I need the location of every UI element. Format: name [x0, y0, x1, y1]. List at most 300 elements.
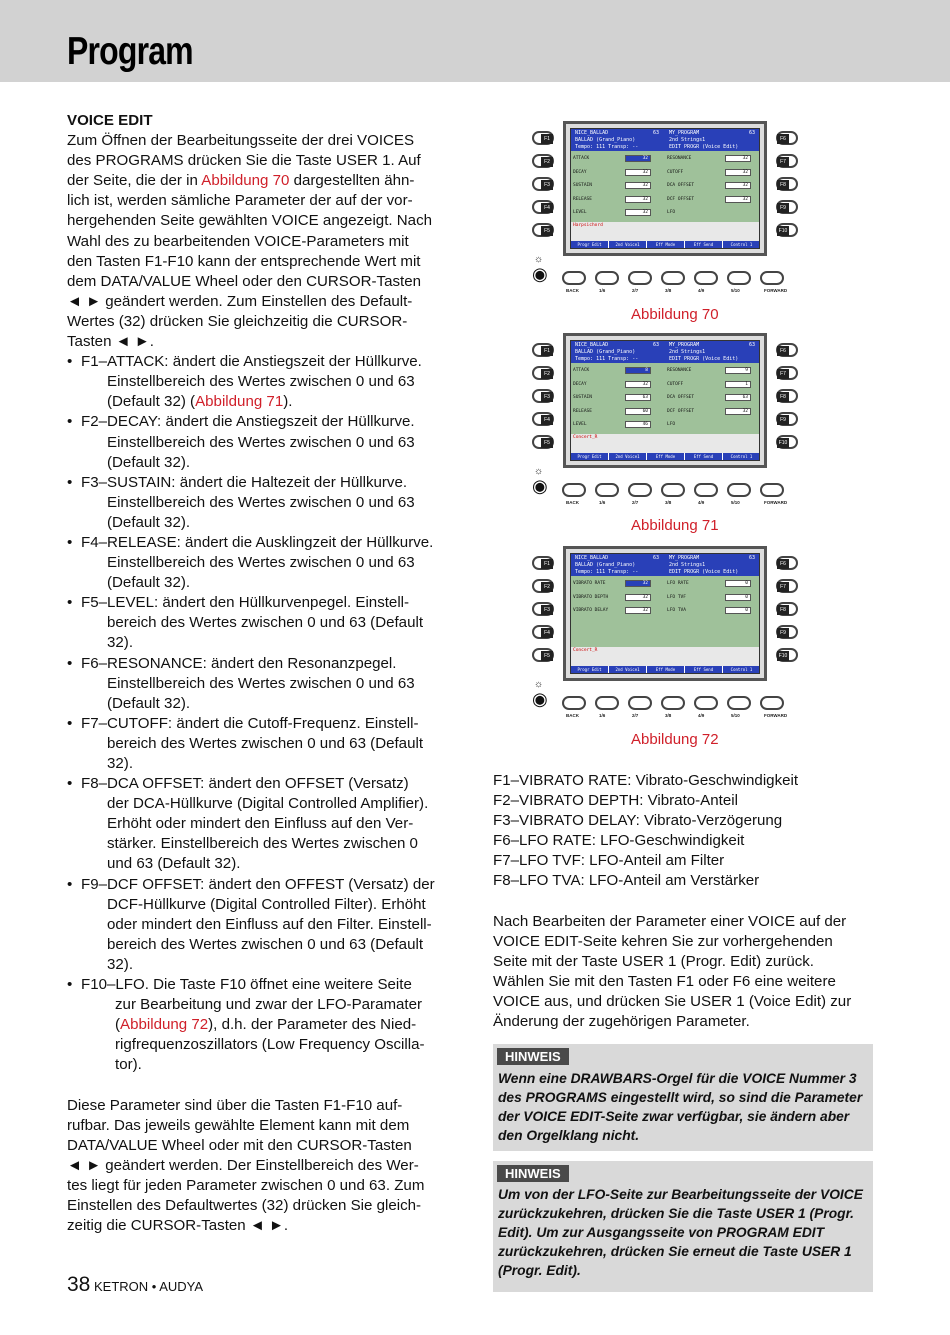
- lcd-tabs: [571, 241, 759, 248]
- lcd-param-value: 32: [625, 594, 651, 601]
- outro-line: ◄ ► geändert werden. Der Einstellbereich des Wer-: [67, 1156, 419, 1174]
- function-button-f1[interactable]: [532, 131, 554, 145]
- function-key-label: F10: [778, 440, 788, 446]
- outro-line: rufbar. Das jeweils gewählte Element kann mit dem: [67, 1116, 410, 1134]
- sun-icon: ☼: [534, 254, 544, 265]
- sun-icon: ☼: [534, 679, 544, 690]
- outro-line: zeitig die CURSOR-Tasten ◄ ►.: [67, 1217, 289, 1235]
- bullet-f3: • F3–SUSTAIN: ändert die Haltezeit der Hüllkurve. Einstellbereich des Wertes zwischen 0 und 63 (Default 32).: [67, 473, 415, 531]
- lcd-param-value: 0: [725, 594, 751, 601]
- page-footer: [67, 1273, 203, 1297]
- right-column: [493, 771, 878, 1032]
- lcd-footer: [571, 222, 759, 248]
- row-button-1-6[interactable]: [595, 483, 619, 497]
- row-button-label: 2/7: [632, 500, 639, 505]
- row-button-label: 4/9: [698, 288, 705, 293]
- note-tag: HINWEIS: [497, 1048, 569, 1065]
- figure-ref-72[interactable]: Abbildung 72: [120, 1016, 209, 1034]
- lcd-param-label: ATTACK: [573, 156, 590, 161]
- row-button-2-7[interactable]: [628, 696, 652, 710]
- lcd-param-value: 32: [625, 209, 651, 216]
- lcd-title-right-num: 63: [749, 130, 756, 136]
- lcd-header: [571, 554, 759, 576]
- display-bezel: [563, 121, 767, 256]
- lcd-param-row: [667, 155, 759, 163]
- function-button-f10[interactable]: [776, 648, 798, 662]
- knob-icon[interactable]: ◉: [532, 689, 548, 709]
- function-key-label: F5: [541, 226, 553, 236]
- sun-icon: ☼: [534, 466, 544, 477]
- lcd-param-value: 0: [725, 607, 751, 614]
- lcd-param-label: LFO: [667, 422, 676, 427]
- figure-ref-70[interactable]: Abbildung 70: [201, 172, 290, 190]
- function-key-label: F9: [777, 628, 789, 638]
- row-button-forward[interactable]: [760, 271, 784, 285]
- row-button-label: 3/8: [665, 500, 672, 505]
- function-button-f10[interactable]: [776, 435, 798, 449]
- row-button-label: 2/7: [632, 713, 639, 718]
- lcd-param-row: [667, 594, 759, 602]
- row-button-forward[interactable]: [760, 696, 784, 710]
- lcd-param-value: 32: [625, 196, 651, 203]
- function-button-f4[interactable]: [532, 200, 554, 214]
- lcd-tempo: Tempo: 111 Transp: --: [575, 356, 639, 362]
- lcd-tabs: [571, 453, 759, 460]
- row-button-2-7[interactable]: [628, 271, 652, 285]
- knob-icon[interactable]: ◉: [532, 264, 548, 284]
- lcd-tab[interactable]: Eff Send: [685, 666, 723, 673]
- intro-line: der Seite, die der in Abbildung 70 dargestellten ähn-: [67, 172, 415, 190]
- lcd-param-row: [667, 182, 759, 190]
- function-button-f6[interactable]: [776, 343, 798, 357]
- lcd-param-value: 1: [725, 381, 751, 388]
- lcd-param-row: [667, 394, 759, 402]
- row-button-5-10[interactable]: [727, 696, 751, 710]
- note-box-2: [493, 1161, 873, 1292]
- lcd-title-right-num: 63: [749, 555, 756, 561]
- para-line: Nach Bearbeiten der Parameter einer VOICE auf der: [493, 912, 847, 930]
- function-key-label: F1: [541, 559, 553, 569]
- row-button-label: 2/7: [632, 288, 639, 293]
- function-key-label: F2: [541, 157, 553, 167]
- lcd-title-right: MY_PROGRAM: [669, 130, 700, 136]
- lcd-param-row: [573, 394, 663, 402]
- function-key-label: F1: [541, 346, 553, 356]
- lcd-param-row: [573, 421, 663, 429]
- row-button-forward[interactable]: [760, 483, 784, 497]
- lcd-title-left: NICE_BALLAD: [575, 342, 609, 348]
- row-button-label: 5/10: [731, 288, 740, 293]
- lcd-param-label: DCF OFFSET: [667, 196, 695, 202]
- lcd-param-value: 32: [625, 182, 651, 189]
- function-button-f8[interactable]: [776, 177, 798, 191]
- function-button-f2[interactable]: [532, 154, 554, 168]
- lcd-param-label: DECAY: [573, 169, 587, 175]
- lcd-param-row: [573, 169, 663, 177]
- lcd-param-label: DCA OFFSET: [667, 395, 695, 400]
- lcd-param-label: ATTACK: [573, 368, 590, 373]
- function-key-label: F4: [541, 203, 553, 213]
- outro-line: Einstellen des Defaultwertes (32) drücken Sie gleich-: [67, 1196, 422, 1214]
- lcd-param-value: 63: [625, 394, 651, 401]
- lcd-tab[interactable]: Progr Edit: [571, 453, 609, 460]
- lcd-tab[interactable]: Progr Edit: [571, 666, 609, 673]
- function-button-f8[interactable]: [776, 602, 798, 616]
- lcd-title-left: NICE_BALLAD: [575, 555, 609, 561]
- function-key-label: F4: [541, 628, 553, 638]
- lcd-param-row: [667, 408, 759, 416]
- bullet-f7: • F7–CUTOFF: ändert die Cutoff-Frequenz. Einstell- bereich des Wertes zwischen 0 und 63 (Default 32).: [67, 714, 424, 772]
- lcd-voice-name: Concert_R: [573, 435, 598, 440]
- bullet-f2: • F2–DECAY: ändert die Anstiegszeit der Hüllkurve. Einstellbereich des Wertes zwischen 0 und 63 (Default 32).: [67, 413, 415, 471]
- para-line: VOICE aus, und drücken Sie USER 1 (Voice Edit) zur: [493, 992, 852, 1010]
- intro-line: Wertes (32) drücken Sie gleichzeitig die CURSOR-: [67, 312, 408, 330]
- para-line: Änderung der zugehörigen Parameter.: [493, 1013, 750, 1031]
- lcd-param-label: VIBRATO RATE: [573, 581, 606, 586]
- footer-brand: KETRON • AUDYA: [93, 1279, 204, 1294]
- lcd-voice-name: Harpsichord: [573, 223, 603, 228]
- intro-line: ◄ ► geändert werden. Zum Einstellen des Default-: [67, 292, 413, 310]
- knob-icon[interactable]: ◉: [532, 476, 548, 496]
- lcd-param-label: RESONANCE: [667, 156, 692, 161]
- intro-line: des PROGRAMS drücken Sie die Taste USER 1. Auf: [67, 152, 421, 170]
- lcd-sub-right: 2nd Strings1: [669, 562, 706, 568]
- lcd-param-row: [573, 155, 663, 163]
- lcd-tab[interactable]: Control 1: [723, 453, 760, 460]
- lcd-param-label: DCF OFFSET: [667, 408, 695, 414]
- lcd-tempo: Tempo: 111 Transp: --: [575, 144, 639, 150]
- bullet-f6: • F6–RESONANCE: ändert den Resonanzpegel. Einstellbereich des Wertes zwischen 0 und 63 (Default 32).: [67, 654, 415, 712]
- function-button-f7[interactable]: [776, 579, 798, 593]
- lcd-tab[interactable]: Eff Mode: [647, 453, 685, 460]
- function-key-label: F4: [541, 415, 553, 425]
- lcd-param-label: RESONANCE: [667, 368, 692, 373]
- function-button-f6[interactable]: [776, 556, 798, 570]
- lcd-param-row: [667, 169, 759, 177]
- lcd-param-row: [573, 367, 663, 375]
- lcd-param-row: [573, 607, 663, 615]
- lcd-tab[interactable]: Control 1: [723, 666, 760, 673]
- lcd-param-row: [667, 196, 759, 204]
- lcd-param-label: DCA OFFSET: [667, 183, 695, 188]
- function-key-label: F1: [541, 134, 553, 144]
- function-key-label: F2: [541, 582, 553, 592]
- display-bezel: [563, 333, 767, 468]
- function-key-label: F5: [541, 651, 553, 661]
- intro-line: Tasten ◄ ►.: [67, 333, 154, 351]
- lcd-param-row: [667, 607, 759, 615]
- function-button-f4[interactable]: [532, 412, 554, 426]
- row-button-label: 3/8: [665, 288, 672, 293]
- function-key-label: F8: [777, 605, 789, 615]
- note-text: Um von der LFO-Seite zur Bearbeitungsseite der VOICE zurückzukehren, drücken Sie die Taste USER 1 (Progr. Edit). Um zur Ausgangsseite von PROGRAM EDIT zurückzukehren, drücken Sie erneut die Taste USER 1 (Progr. Edit).: [498, 1187, 863, 1278]
- lcd-param-row: [573, 182, 663, 190]
- bullet-f10: • F10–LFO. Die Taste F10 öffnet eine weitere Seite zur Bearbeitung und zwar der LFO-Paramater (Abbildung 72), d.h. der Parameter des Nied- rigfrequenzoszillators (Low Frequency Oscilla- tor).: [67, 976, 425, 1074]
- lcd-param-value: 32: [625, 607, 651, 614]
- lcd-screen: [570, 128, 760, 249]
- section-heading: VOICE EDIT: [67, 112, 153, 129]
- function-key-label: F7: [777, 157, 789, 167]
- row-button-4-9[interactable]: [694, 483, 718, 497]
- lcd-sub-left: BALLAD (Grand_Piano): [575, 349, 636, 355]
- lcd-tab[interactable]: Eff Mode: [647, 666, 685, 673]
- lcd-param-value: 32: [725, 196, 751, 203]
- lcd-param-label: SUSTAIN: [573, 183, 592, 188]
- lcd-param-label: VIBRATO DEPTH: [573, 594, 609, 600]
- lcd-tab[interactable]: 2nd Voice1: [609, 241, 647, 248]
- function-key-label: F7: [777, 369, 789, 379]
- lcd-title-right-num: 63: [749, 342, 756, 348]
- function-key-label: F3: [541, 392, 553, 402]
- row-button-label: BACK: [566, 288, 579, 293]
- function-button-f10[interactable]: [776, 223, 798, 237]
- lcd-tab[interactable]: Control 1: [723, 241, 760, 248]
- lfo-line: F8–LFO TVA: LFO-Anteil am Verstärker: [493, 872, 760, 890]
- page-title: Program: [67, 30, 193, 73]
- function-key-label: F7: [777, 582, 789, 592]
- lcd-param-label: LEVEL: [573, 422, 587, 427]
- lcd-param-value: 32: [725, 408, 751, 415]
- row-button-5-10[interactable]: [727, 271, 751, 285]
- function-key-label: F3: [541, 180, 553, 190]
- lcd-sub-left: BALLAD (Grand_Piano): [575, 562, 636, 568]
- function-button-f3[interactable]: [532, 389, 554, 403]
- figure-70-device: [530, 121, 800, 301]
- function-button-f1[interactable]: [532, 556, 554, 570]
- lcd-param-row: [667, 580, 759, 588]
- lcd-screen: [570, 340, 760, 461]
- function-button-f5[interactable]: [532, 435, 554, 449]
- intro-line: lich ist, werden sämliche Parameter der auf der vor-: [67, 192, 413, 210]
- figure-71-caption: Abbildung 71: [631, 517, 719, 534]
- row-button-label: FORWARD: [764, 713, 788, 718]
- outro-line: tes liegt für jeden Parameter zwischen 0 und 63. Zum: [67, 1176, 425, 1194]
- bullet-f8: • F8–DCA OFFSET: ändert den OFFSET (Versatz) der DCA-Hüllkurve (Digital Controlled Amplifier). Erhöht oder mindert den Einfluss auf den Ver- stärker. Einstellbereich des Wertes zwischen 0 und 63 (Default 32).: [67, 775, 429, 873]
- lcd-param-value: 60: [625, 408, 651, 415]
- function-button-f2[interactable]: [532, 579, 554, 593]
- row-button-4-9[interactable]: [694, 271, 718, 285]
- lcd-title-left-num: 63: [653, 130, 660, 136]
- lcd-param-label: LFO: [667, 210, 676, 215]
- lcd-title-right: MY_PROGRAM: [669, 555, 700, 561]
- lcd-param-label: LFO TVA: [667, 608, 686, 613]
- function-button-f9[interactable]: [776, 412, 798, 426]
- lfo-line: F6–LFO RATE: LFO-Geschwindigkeit: [493, 832, 745, 850]
- lcd-header: [571, 129, 759, 151]
- outro-line: Diese Parameter sind über die Tasten F1-F10 auf-: [67, 1096, 403, 1114]
- row-button-1-6[interactable]: [595, 696, 619, 710]
- lcd-tab[interactable]: 2nd Voice1: [609, 453, 647, 460]
- lcd-param-value: 46: [625, 421, 651, 428]
- row-button-3-8[interactable]: [661, 271, 685, 285]
- figure-71-device: [530, 333, 800, 513]
- note-tag: HINWEIS: [497, 1165, 569, 1182]
- row-button-label: 5/10: [731, 500, 740, 505]
- intro-line: Wahl des zu bearbeitenden VOICE-Parameters mit: [67, 232, 409, 250]
- lcd-param-value: 63: [725, 394, 751, 401]
- lcd-param-label: DECAY: [573, 381, 587, 387]
- row-button-back[interactable]: [562, 271, 586, 285]
- lfo-line: F1–VIBRATO RATE: Vibrato-Geschwindigkeit: [493, 772, 799, 789]
- lcd-param-row: [667, 421, 759, 429]
- para-line: Seite mit der Taste USER 1 (Progr. Edit) zurück.: [493, 952, 814, 970]
- lcd-param-label: LFO RATE: [667, 581, 689, 586]
- function-button-f2[interactable]: [532, 366, 554, 380]
- lcd-param-value: 0: [725, 580, 751, 587]
- lcd-param-value: 32: [725, 155, 751, 162]
- function-key-label: F10: [778, 653, 788, 659]
- bullet-f9: • F9–DCF OFFSET: ändert den OFFEST (Versatz) der DCF-Hüllkurve (Digital Controlled Filter). Erhöht oder mindert den Einfluss auf den Filter. Einstell- bereich des Wertes zwischen 0 und 63 (Default 32).: [67, 875, 435, 973]
- function-button-f9[interactable]: [776, 625, 798, 639]
- lcd-header: [571, 341, 759, 363]
- page-number: 38: [67, 1273, 91, 1296]
- function-key-label: F6: [777, 559, 789, 569]
- function-key-label: F2: [541, 369, 553, 379]
- left-column: [67, 111, 452, 1236]
- lcd-param-label: LEVEL: [573, 210, 587, 215]
- lcd-tab[interactable]: Eff Mode: [647, 241, 685, 248]
- bullet-f5: • F5–LEVEL: ändert den Hüllkurvenpegel. Einstell- bereich des Wertes zwischen 0 und 63 (Default 32).: [67, 594, 424, 652]
- lfo-line: F3–VIBRATO DELAY: Vibrato-Verzögerung: [493, 812, 783, 830]
- lcd-footer: [571, 647, 759, 673]
- lcd-param-value: 32: [625, 169, 651, 176]
- lcd-title-left-num: 63: [653, 342, 660, 348]
- row-button-5-10[interactable]: [727, 483, 751, 497]
- function-key-label: F3: [541, 605, 553, 615]
- function-key-label: F6: [777, 346, 789, 356]
- row-button-label: FORWARD: [764, 288, 788, 293]
- row-button-label: 4/9: [698, 713, 705, 718]
- lcd-tab[interactable]: 2nd Voice1: [609, 666, 647, 673]
- row-button-2-7[interactable]: [628, 483, 652, 497]
- lcd-param-label: CUTOFF: [667, 169, 684, 175]
- lcd-tabs: [571, 666, 759, 673]
- lcd-screen: [570, 553, 760, 674]
- intro-line: Zum Öffnen der Bearbeitungsseite der drei VOICES: [67, 132, 415, 150]
- function-button-f3[interactable]: [532, 602, 554, 616]
- row-button-3-8[interactable]: [661, 696, 685, 710]
- figure-72-device: [530, 546, 800, 726]
- function-button-f5[interactable]: [532, 223, 554, 237]
- lcd-param-value: 32: [725, 169, 751, 176]
- figure-ref-71[interactable]: Abbildung 71: [195, 393, 284, 411]
- figure-72-caption: Abbildung 72: [631, 731, 719, 748]
- lcd-tab[interactable]: Eff Send: [685, 241, 723, 248]
- lcd-param-label: CUTOFF: [667, 381, 684, 387]
- lcd-tab[interactable]: Eff Send: [685, 453, 723, 460]
- lcd-title-right: MY_PROGRAM: [669, 342, 700, 348]
- function-button-f1[interactable]: [532, 343, 554, 357]
- function-key-label: F6: [777, 134, 789, 144]
- row-button-back[interactable]: [562, 696, 586, 710]
- function-button-f7[interactable]: [776, 366, 798, 380]
- lcd-param-label: RELEASE: [573, 196, 592, 202]
- lcd-param-value: 32: [625, 155, 651, 162]
- lcd-title-left-num: 63: [653, 555, 660, 561]
- intro-line: dem DATA/VALUE Wheel oder den CURSOR-Tasten: [67, 272, 421, 290]
- figure-70-caption: Abbildung 70: [631, 306, 719, 323]
- para-line: VOICE EDIT-Seite kehren Sie zur vorhergehenden: [493, 932, 833, 950]
- row-button-label: BACK: [566, 713, 579, 718]
- row-button-label: 1/6: [599, 500, 606, 505]
- lcd-tab[interactable]: Progr Edit: [571, 241, 609, 248]
- function-button-f3[interactable]: [532, 177, 554, 191]
- function-key-label: F8: [777, 180, 789, 190]
- function-button-f7[interactable]: [776, 154, 798, 168]
- lcd-title-left: NICE_BALLAD: [575, 130, 609, 136]
- row-button-back[interactable]: [562, 483, 586, 497]
- function-button-f4[interactable]: [532, 625, 554, 639]
- outro-line: DATA/VALUE Wheel oder mit den CURSOR-Tasten: [67, 1136, 412, 1154]
- row-button-1-6[interactable]: [595, 271, 619, 285]
- note-text: Wenn eine DRAWBARS-Orgel für die VOICE Nummer 3 des PROGRAMS eingestellt wird, so sind die Parameter der VOICE EDIT-Seite zwar verfügbar, sie ändern aber den Orgelklang nicht.: [498, 1071, 863, 1143]
- note-box-1: [493, 1044, 873, 1151]
- lcd-param-row: [667, 367, 759, 375]
- lcd-param-row: [667, 209, 759, 217]
- lcd-footer: [571, 434, 759, 460]
- row-button-label: 1/6: [599, 713, 606, 718]
- lcd-sub-left: BALLAD (Grand_Piano): [575, 137, 636, 143]
- function-key-label: F9: [777, 415, 789, 425]
- lcd-param-value: 9: [725, 367, 751, 374]
- row-button-4-9[interactable]: [694, 696, 718, 710]
- lcd-param-row: [667, 381, 759, 389]
- lcd-param-label: VIBRATO DELAY: [573, 608, 609, 613]
- row-button-label: BACK: [566, 500, 579, 505]
- lcd-param-row: [573, 408, 663, 416]
- row-button-label: FORWARD: [764, 500, 788, 505]
- bullet-f4: • F4–RELEASE: ändert die Ausklingzeit der Hüllkurve. Einstellbereich des Wertes zwischen 0 und 63 (Default 32).: [67, 533, 434, 592]
- intro-line: den Tasten F1-F10 kann der entsprechende Wert mit: [67, 252, 421, 270]
- lcd-sub-right: 2nd Strings1: [669, 349, 706, 355]
- function-key-label: F10: [778, 228, 788, 234]
- row-button-label: 4/9: [698, 500, 705, 505]
- lcd-param-row: [573, 209, 663, 217]
- lcd-param-row: [573, 196, 663, 204]
- para-line: Wählen Sie mit den Tasten F1 oder F6 eine weitere: [493, 972, 836, 990]
- lcd-param-value: 8: [625, 367, 651, 374]
- function-key-label: F8: [777, 392, 789, 402]
- lcd-param-label: LFO TVF: [667, 594, 686, 600]
- intro-line: hergehenden Seite gewählten VOICE angezeigt. Nach: [67, 212, 433, 230]
- lcd-param-value: 32: [625, 580, 651, 587]
- lcd-mode: EDIT PROGR (Voice Edit): [669, 144, 739, 150]
- lfo-line: F2–VIBRATO DEPTH: Vibrato-Anteil: [493, 792, 738, 810]
- row-button-3-8[interactable]: [661, 483, 685, 497]
- function-button-f8[interactable]: [776, 389, 798, 403]
- lcd-param-value: 32: [625, 381, 651, 388]
- lcd-sub-right: 2nd Strings1: [669, 137, 706, 143]
- lfo-line: F7–LFO TVF: LFO-Anteil am Filter: [493, 852, 725, 870]
- lcd-param-row: [573, 580, 663, 588]
- lcd-param-value: 32: [725, 182, 751, 189]
- lcd-mode: EDIT PROGR (Voice Edit): [669, 356, 739, 362]
- row-button-label: 3/8: [665, 713, 672, 718]
- function-button-f9[interactable]: [776, 200, 798, 214]
- function-button-f6[interactable]: [776, 131, 798, 145]
- lcd-param-row: [573, 381, 663, 389]
- row-button-label: 1/6: [599, 288, 606, 293]
- row-button-label: 5/10: [731, 713, 740, 718]
- lcd-mode: EDIT PROGR (Voice Edit): [669, 569, 739, 575]
- function-key-label: F9: [777, 203, 789, 213]
- bullet-f1: • F1–ATTACK: ändert die Anstiegszeit der Hüllkurve. Einstellbereich des Wertes zwischen 0 und 63 (Default 32) (Abbildung 71).: [67, 353, 422, 411]
- lcd-voice-name: Concert_R: [573, 648, 598, 653]
- function-button-f5[interactable]: [532, 648, 554, 662]
- lcd-param-label: SUSTAIN: [573, 395, 592, 400]
- function-key-label: F5: [541, 438, 553, 448]
- lcd-tempo: Tempo: 111 Transp: --: [575, 569, 639, 575]
